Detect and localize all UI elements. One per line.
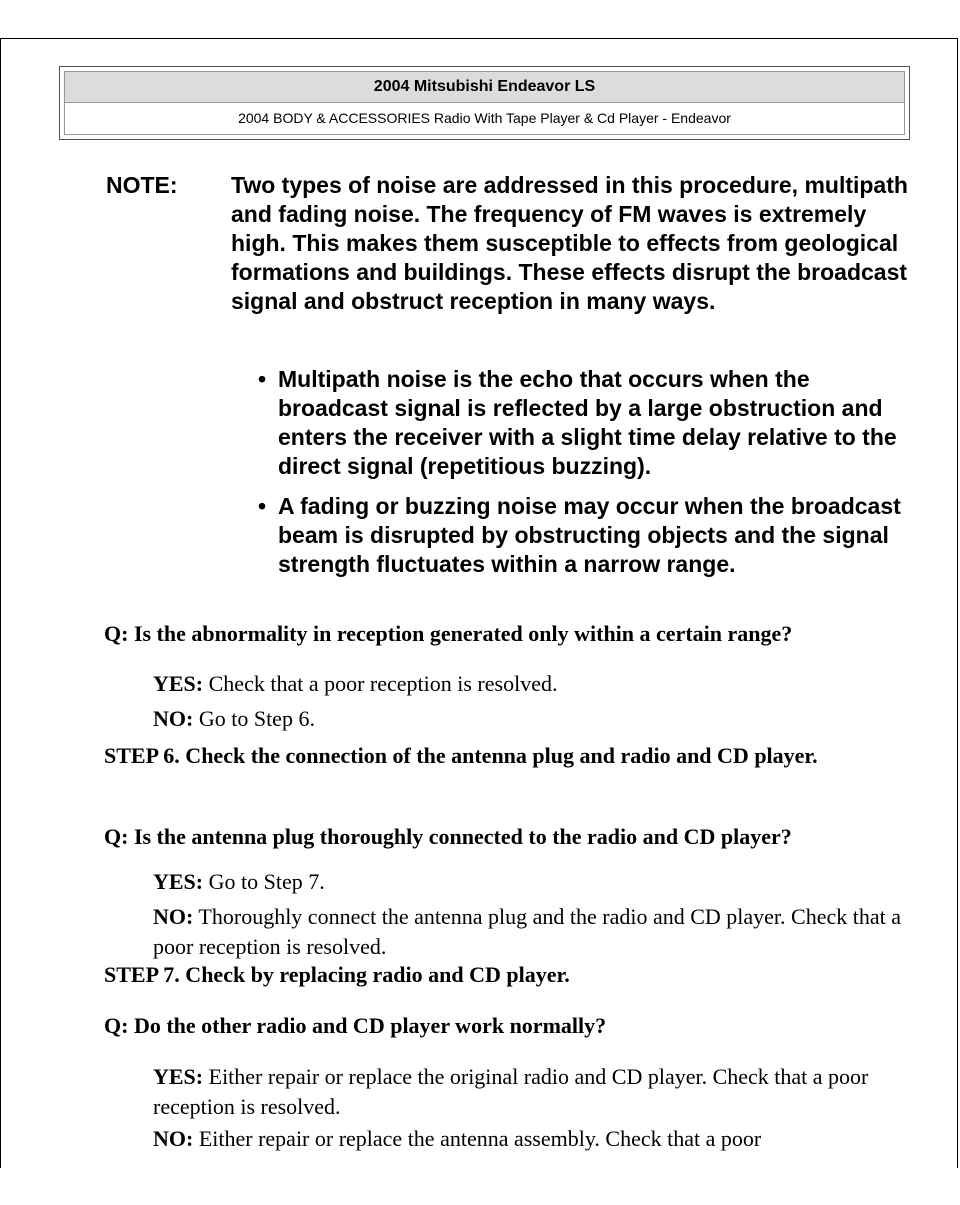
header-inner [64,71,905,135]
yes-label: YES: [153,1064,204,1089]
no-text: Thoroughly connect the antenna plug and the radio and CD player. Check that a poor reception is resolved. [153,904,901,959]
bullet-text: A fading or buzzing noise may occur when the broadcast beam is disrupted by obstructing objects and the signal strength fluctuates within a narrow range. [278,493,901,577]
answer-yes-2 [153,867,913,897]
answer-no-3 [153,1124,913,1154]
note-text: Two types of noise are addressed in this procedure, multipath and fading noise. The frequency of FM waves is extremely high. This makes them susceptible to effects from geological formations and buildings. These effects disrupt the broadcast signal and obstruct reception in many ways. [231,172,908,314]
answer-no-2 [153,902,913,962]
yes-text: Either repair or replace the original radio and CD player. Check that a poor reception is resolved. [153,1064,869,1119]
question-1: Q: Is the abnormality in reception generated only within a certain range? [104,621,793,646]
yes-text: Go to Step 7. [203,869,325,894]
question-2: Q: Is the antenna plug thoroughly connected to the radio and CD player? [104,824,792,849]
yes-label: YES: [153,671,204,696]
bullet-icon: • [258,493,267,519]
header-title: 2004 Mitsubishi Endeavor LS [65,72,904,103]
answer-no-1 [153,704,913,734]
bullet-icon: • [258,366,267,392]
list-item [258,365,918,481]
step-7-heading: STEP 7. Check by replacing radio and CD player. [104,962,570,987]
answer-yes-3 [153,1062,913,1122]
note-label: NOTE: [106,172,178,198]
document-header [59,66,910,140]
note-bullet-list [258,365,918,590]
no-text: Either repair or replace the antenna assembly. Check that a poor [193,1126,762,1151]
answer-yes-1 [153,669,913,699]
list-item [258,492,918,579]
question-3: Q: Do the other radio and CD player work normally? [104,1013,607,1038]
yes-text: Check that a poor reception is resolved. [203,671,558,696]
no-text: Go to Step 6. [193,706,315,731]
no-label: NO: [153,1126,194,1151]
step-6-heading: STEP 6. Check the connection of the antenna plug and radio and CD player. [104,743,818,768]
no-label: NO: [153,706,194,731]
bullet-text: Multipath noise is the echo that occurs when the broadcast signal is reflected by a large obstruction and enters the receiver with a slight time delay relative to the direct signal (repetitious buzzing). [278,366,897,479]
no-label: NO: [153,904,194,929]
header-subtitle: 2004 BODY & ACCESSORIES Radio With Tape Player & Cd Player - Endeavor [238,110,731,126]
yes-label: YES: [153,869,204,894]
